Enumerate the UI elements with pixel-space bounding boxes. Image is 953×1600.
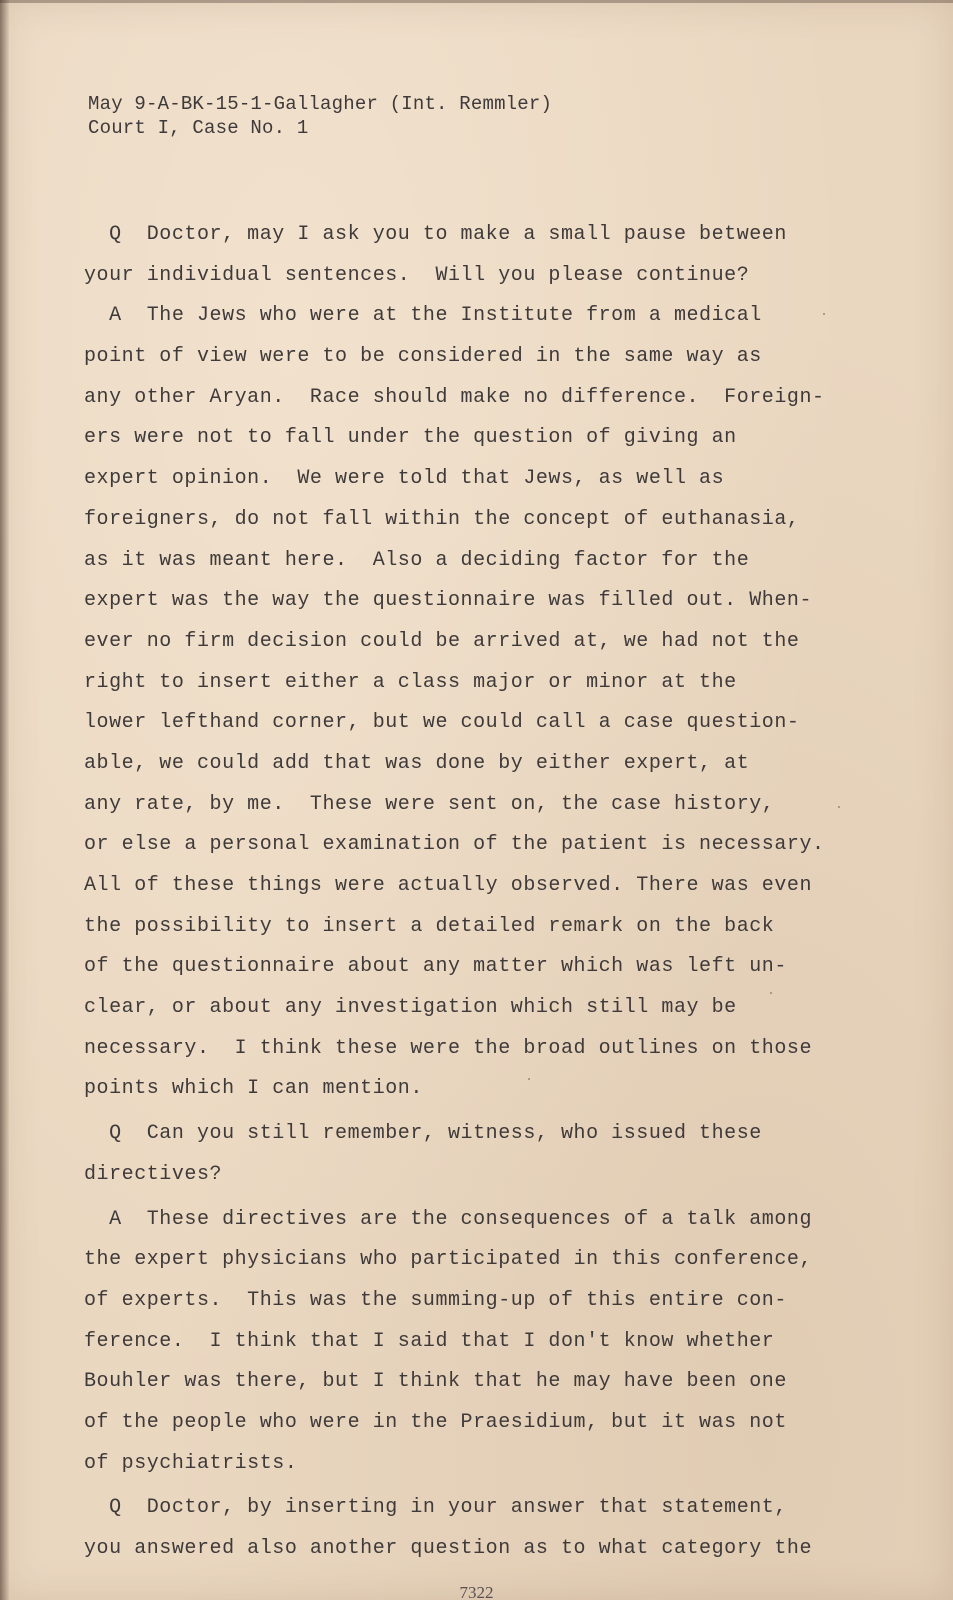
text-line: as it was meant here. Also a deciding factor for the	[84, 548, 750, 572]
paper-speck	[838, 806, 840, 808]
text-line: All of these things were actually observed. There was even	[84, 874, 813, 897]
text-line: the expert physicians who participated in this conference,	[84, 1248, 813, 1272]
text-line: directives?	[84, 1162, 223, 1186]
left-edge-shadow	[0, 0, 9, 1600]
text-line: A The Jews who were at the Institute from a medical	[84, 304, 762, 328]
paper-speck	[823, 313, 825, 315]
text-line: A These directives are the consequences of a talk among	[84, 1207, 813, 1231]
paper-speck	[528, 1078, 530, 1080]
header-line-2: Court I, Case No. 1	[88, 117, 309, 139]
text-line: of the people who were in the Praesidium, but it was not	[84, 1410, 787, 1434]
text-line: of the questionnaire about any matter which was left un-	[84, 955, 787, 979]
text-line: Q Doctor, may I ask you to make a small pause between	[84, 223, 787, 246]
text-line: ever no firm decision could be arrived at, we had not the	[84, 629, 800, 653]
text-line: Q Can you still remember, witness, who issued these	[84, 1122, 762, 1146]
text-line: necessary. I think these were the broad outlines on those	[84, 1036, 813, 1060]
text-line: any rate, by me. These were sent on, the case history,	[84, 792, 775, 816]
text-line: ference. I think that I said that I don't know whether	[84, 1329, 775, 1353]
text-line: expert opinion. We were told that Jews, as well as	[84, 467, 725, 491]
text-line: foreigners, do not fall within the concept of euthanasia,	[84, 507, 800, 531]
text-line: lower lefthand corner, but we could call a case question-	[84, 711, 800, 735]
page-number: 7322	[459, 1586, 494, 1600]
text-line: points which I can mention.	[84, 1077, 423, 1101]
text-line: able, we could add that was done by either expert, at	[84, 751, 750, 775]
text-line: the possibility to insert a detailed remark on the back	[84, 914, 775, 938]
text-line: your individual sentences. Will you please continue?	[84, 263, 750, 287]
top-edge-shadow	[0, 0, 953, 3]
text-line: clear, or about any investigation which still may be	[84, 996, 737, 1020]
paper-speck	[770, 992, 772, 994]
text-line: Q Doctor, by inserting in your answer that statement,	[84, 1496, 787, 1520]
header-line-1: May 9-A-BK-15-1-Gallagher (Int. Remmler)	[88, 93, 553, 115]
text-line: Bouhler was there, but I think that he may have been one	[84, 1370, 787, 1394]
text-line: expert was the way the questionnaire was filled out. When-	[84, 589, 813, 613]
transcript-body	[84, 215, 824, 1570]
text-line: or else a personal examination of the patient is necessary.	[84, 833, 825, 857]
text-line: ers were not to fall under the question of giving an	[84, 426, 737, 450]
text-line: point of view were to be considered in the same way as	[84, 345, 762, 369]
text-line: any other Aryan. Race should make no difference. Foreign-	[84, 385, 825, 409]
text-line: you answered also another question as to what category the	[84, 1537, 813, 1560]
document-header	[88, 92, 552, 140]
text-line: right to insert either a class major or minor at the	[84, 670, 737, 694]
text-line: of psychiatrists.	[84, 1451, 298, 1475]
text-line: of experts. This was the summing-up of this entire con-	[84, 1288, 787, 1312]
